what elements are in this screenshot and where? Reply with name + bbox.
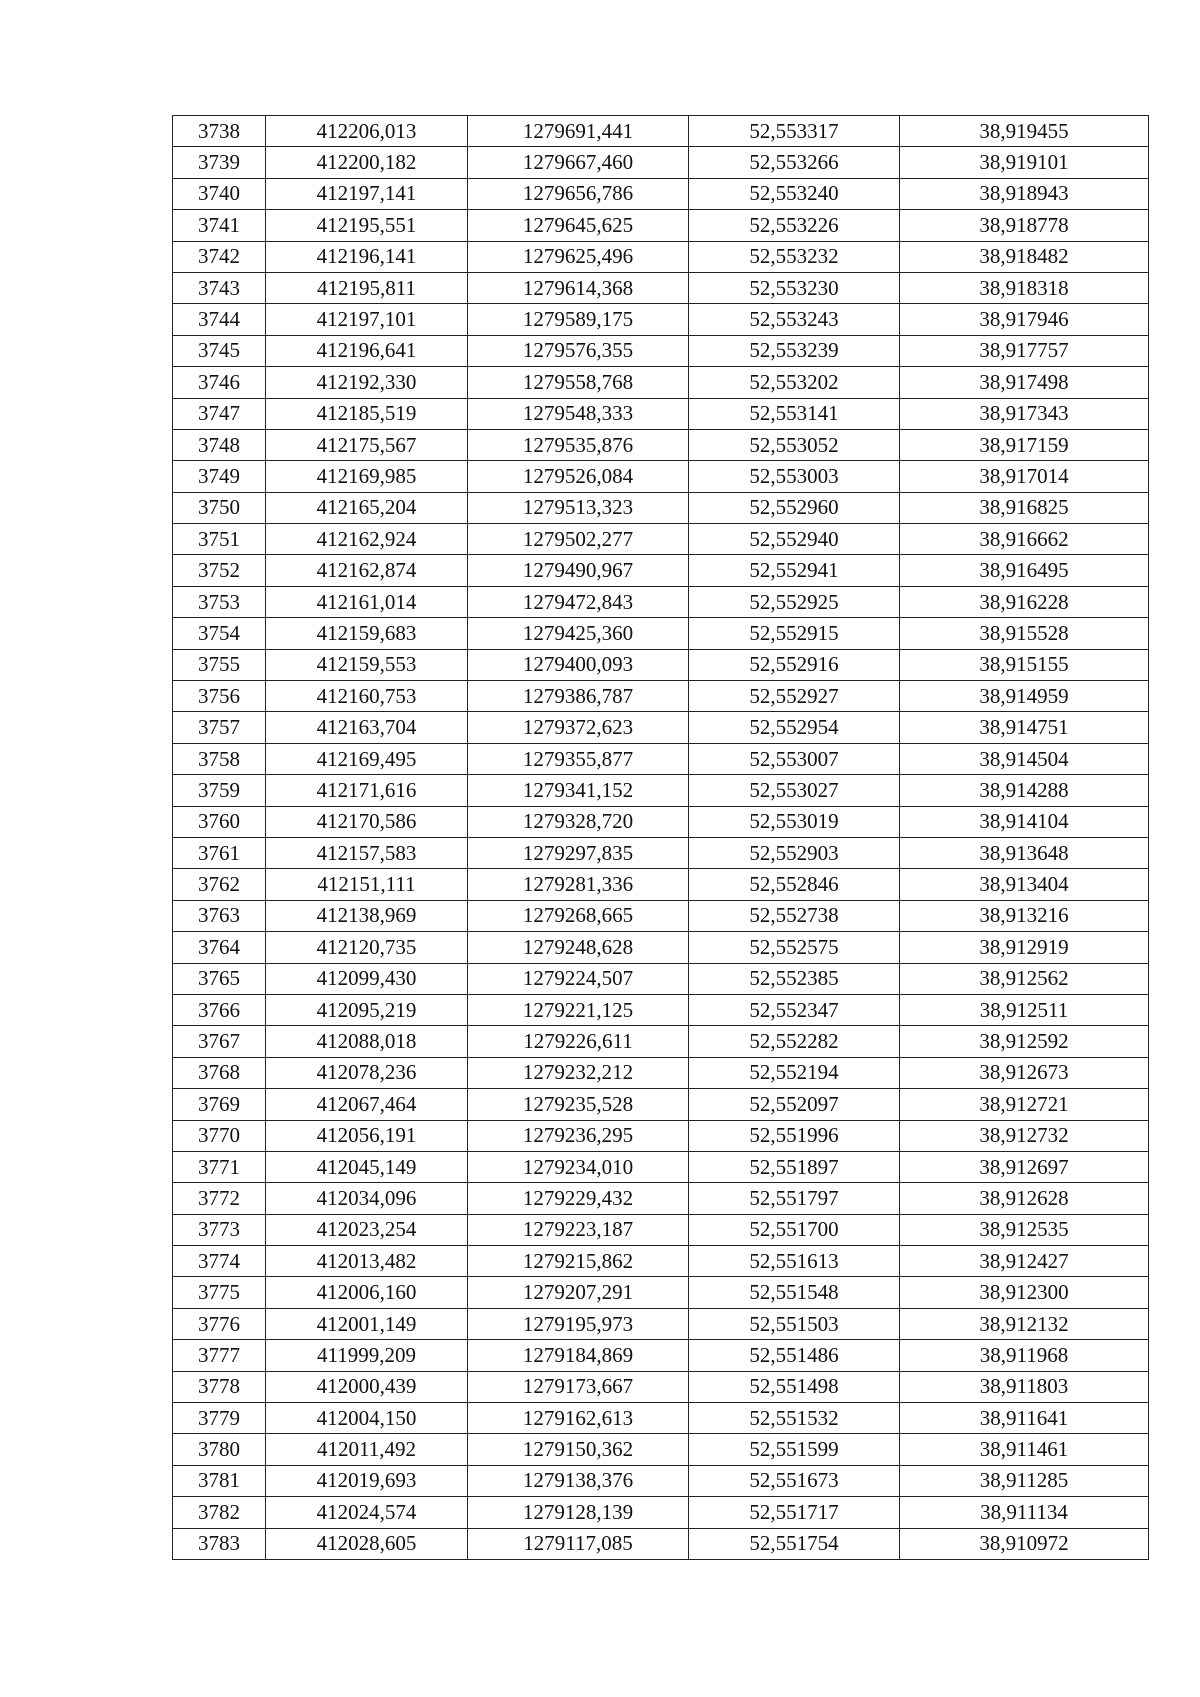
point-number-cell: 3779 [173,1403,266,1434]
y-coordinate-cell: 1279645,625 [468,210,689,241]
longitude-cell: 38,914959 [900,681,1149,712]
y-coordinate-cell: 1279297,835 [468,837,689,868]
longitude-cell: 38,912919 [900,932,1149,963]
longitude-cell: 38,913404 [900,869,1149,900]
point-number-cell: 3776 [173,1308,266,1339]
latitude-cell: 52,552575 [689,932,900,963]
longitude-cell: 38,911285 [900,1465,1149,1496]
point-number-cell: 3751 [173,524,266,555]
y-coordinate-cell: 1279236,295 [468,1120,689,1151]
longitude-cell: 38,912697 [900,1151,1149,1182]
point-number-cell: 3752 [173,555,266,586]
y-coordinate-cell: 1279589,175 [468,304,689,335]
table-row [173,147,1149,178]
x-coordinate-cell: 412001,149 [266,1308,468,1339]
table-row [173,1497,1149,1528]
point-number-cell: 3777 [173,1340,266,1371]
longitude-cell: 38,917498 [900,367,1149,398]
x-coordinate-cell: 412067,464 [266,1089,468,1120]
table-row [173,586,1149,617]
x-coordinate-cell: 412159,683 [266,618,468,649]
latitude-cell: 52,552927 [689,681,900,712]
point-number-cell: 3741 [173,210,266,241]
x-coordinate-cell: 412151,111 [266,869,468,900]
latitude-cell: 52,552903 [689,837,900,868]
point-number-cell: 3747 [173,398,266,429]
x-coordinate-cell: 412013,482 [266,1246,468,1277]
longitude-cell: 38,916228 [900,586,1149,617]
table-row [173,1434,1149,1465]
latitude-cell: 52,551754 [689,1528,900,1559]
x-coordinate-cell: 412162,874 [266,555,468,586]
point-number-cell: 3738 [173,116,266,147]
table-row [173,1183,1149,1214]
point-number-cell: 3775 [173,1277,266,1308]
latitude-cell: 52,551897 [689,1151,900,1182]
latitude-cell: 52,552916 [689,649,900,680]
x-coordinate-cell: 412138,969 [266,900,468,931]
x-coordinate-cell: 412161,014 [266,586,468,617]
longitude-cell: 38,910972 [900,1528,1149,1559]
latitude-cell: 52,551599 [689,1434,900,1465]
y-coordinate-cell: 1279224,507 [468,963,689,994]
y-coordinate-cell: 1279526,084 [468,461,689,492]
longitude-cell: 38,917343 [900,398,1149,429]
longitude-cell: 38,912721 [900,1089,1149,1120]
latitude-cell: 52,552385 [689,963,900,994]
point-number-cell: 3781 [173,1465,266,1496]
x-coordinate-cell: 412195,811 [266,272,468,303]
y-coordinate-cell: 1279472,843 [468,586,689,617]
table-row [173,1214,1149,1245]
y-coordinate-cell: 1279234,010 [468,1151,689,1182]
x-coordinate-cell: 412196,641 [266,335,468,366]
latitude-cell: 52,553226 [689,210,900,241]
x-coordinate-cell: 412162,924 [266,524,468,555]
longitude-cell: 38,912511 [900,994,1149,1025]
longitude-cell: 38,916662 [900,524,1149,555]
table-row [173,1465,1149,1496]
latitude-cell: 52,551503 [689,1308,900,1339]
y-coordinate-cell: 1279328,720 [468,806,689,837]
latitude-cell: 52,551700 [689,1214,900,1245]
y-coordinate-cell: 1279386,787 [468,681,689,712]
point-number-cell: 3778 [173,1371,266,1402]
longitude-cell: 38,914751 [900,712,1149,743]
longitude-cell: 38,918778 [900,210,1149,241]
table-row [173,869,1149,900]
x-coordinate-cell: 412197,141 [266,178,468,209]
longitude-cell: 38,915528 [900,618,1149,649]
latitude-cell: 52,552940 [689,524,900,555]
latitude-cell: 52,553052 [689,429,900,460]
table-row [173,1528,1149,1559]
latitude-cell: 52,552915 [689,618,900,649]
y-coordinate-cell: 1279223,187 [468,1214,689,1245]
longitude-cell: 38,911641 [900,1403,1149,1434]
x-coordinate-cell: 412157,583 [266,837,468,868]
latitude-cell: 52,551486 [689,1340,900,1371]
y-coordinate-cell: 1279184,869 [468,1340,689,1371]
x-coordinate-cell: 412045,149 [266,1151,468,1182]
latitude-cell: 52,551996 [689,1120,900,1151]
longitude-cell: 38,911134 [900,1497,1149,1528]
x-coordinate-cell: 412171,616 [266,775,468,806]
x-coordinate-cell: 412197,101 [266,304,468,335]
table-row [173,461,1149,492]
point-number-cell: 3760 [173,806,266,837]
x-coordinate-cell: 412200,182 [266,147,468,178]
point-number-cell: 3755 [173,649,266,680]
point-number-cell: 3764 [173,932,266,963]
y-coordinate-cell: 1279400,093 [468,649,689,680]
longitude-cell: 38,913648 [900,837,1149,868]
point-number-cell: 3769 [173,1089,266,1120]
table-row [173,304,1149,335]
latitude-cell: 52,551548 [689,1277,900,1308]
y-coordinate-cell: 1279614,368 [468,272,689,303]
y-coordinate-cell: 1279195,973 [468,1308,689,1339]
x-coordinate-cell: 412000,439 [266,1371,468,1402]
x-coordinate-cell: 412099,430 [266,963,468,994]
table-row [173,681,1149,712]
point-number-cell: 3782 [173,1497,266,1528]
x-coordinate-cell: 412011,492 [266,1434,468,1465]
longitude-cell: 38,918318 [900,272,1149,303]
point-number-cell: 3765 [173,963,266,994]
longitude-cell: 38,917159 [900,429,1149,460]
latitude-cell: 52,551717 [689,1497,900,1528]
y-coordinate-cell: 1279128,139 [468,1497,689,1528]
point-number-cell: 3759 [173,775,266,806]
point-number-cell: 3739 [173,147,266,178]
latitude-cell: 52,552925 [689,586,900,617]
x-coordinate-cell: 412088,018 [266,1026,468,1057]
x-coordinate-cell: 412196,141 [266,241,468,272]
latitude-cell: 52,551613 [689,1246,900,1277]
longitude-cell: 38,911803 [900,1371,1149,1402]
longitude-cell: 38,912300 [900,1277,1149,1308]
x-coordinate-cell: 412185,519 [266,398,468,429]
table-row [173,1371,1149,1402]
y-coordinate-cell: 1279425,360 [468,618,689,649]
latitude-cell: 52,553243 [689,304,900,335]
y-coordinate-cell: 1279150,362 [468,1434,689,1465]
latitude-cell: 52,553230 [689,272,900,303]
longitude-cell: 38,914504 [900,743,1149,774]
y-coordinate-cell: 1279490,967 [468,555,689,586]
y-coordinate-cell: 1279691,441 [468,116,689,147]
point-number-cell: 3743 [173,272,266,303]
x-coordinate-cell: 412004,150 [266,1403,468,1434]
latitude-cell: 52,553239 [689,335,900,366]
table-row [173,900,1149,931]
x-coordinate-cell: 412163,704 [266,712,468,743]
x-coordinate-cell: 411999,209 [266,1340,468,1371]
latitude-cell: 52,551673 [689,1465,900,1496]
y-coordinate-cell: 1279207,291 [468,1277,689,1308]
x-coordinate-cell: 412206,013 [266,116,468,147]
latitude-cell: 52,553240 [689,178,900,209]
y-coordinate-cell: 1279248,628 [468,932,689,963]
latitude-cell: 52,552097 [689,1089,900,1120]
longitude-cell: 38,918482 [900,241,1149,272]
x-coordinate-cell: 412034,096 [266,1183,468,1214]
longitude-cell: 38,914104 [900,806,1149,837]
x-coordinate-cell: 412024,574 [266,1497,468,1528]
table-row [173,649,1149,680]
y-coordinate-cell: 1279656,786 [468,178,689,209]
table-row [173,1277,1149,1308]
point-number-cell: 3767 [173,1026,266,1057]
x-coordinate-cell: 412023,254 [266,1214,468,1245]
point-number-cell: 3758 [173,743,266,774]
point-number-cell: 3754 [173,618,266,649]
y-coordinate-cell: 1279625,496 [468,241,689,272]
x-coordinate-cell: 412056,191 [266,1120,468,1151]
table-row [173,1057,1149,1088]
table-row [173,712,1149,743]
point-number-cell: 3757 [173,712,266,743]
longitude-cell: 38,917946 [900,304,1149,335]
point-number-cell: 3773 [173,1214,266,1245]
longitude-cell: 38,912562 [900,963,1149,994]
point-number-cell: 3780 [173,1434,266,1465]
x-coordinate-cell: 412078,236 [266,1057,468,1088]
table-row [173,1026,1149,1057]
x-coordinate-cell: 412170,586 [266,806,468,837]
y-coordinate-cell: 1279576,355 [468,335,689,366]
longitude-cell: 38,912535 [900,1214,1149,1245]
point-number-cell: 3744 [173,304,266,335]
point-number-cell: 3774 [173,1246,266,1277]
longitude-cell: 38,912628 [900,1183,1149,1214]
y-coordinate-cell: 1279355,877 [468,743,689,774]
y-coordinate-cell: 1279229,432 [468,1183,689,1214]
point-number-cell: 3740 [173,178,266,209]
x-coordinate-cell: 412160,753 [266,681,468,712]
latitude-cell: 52,551797 [689,1183,900,1214]
x-coordinate-cell: 412019,693 [266,1465,468,1496]
longitude-cell: 38,918943 [900,178,1149,209]
point-number-cell: 3763 [173,900,266,931]
table-row [173,1340,1149,1371]
longitude-cell: 38,916825 [900,492,1149,523]
table-row [173,555,1149,586]
table-row [173,1403,1149,1434]
x-coordinate-cell: 412028,605 [266,1528,468,1559]
x-coordinate-cell: 412006,160 [266,1277,468,1308]
point-number-cell: 3761 [173,837,266,868]
table-row [173,1246,1149,1277]
y-coordinate-cell: 1279281,336 [468,869,689,900]
table-row [173,210,1149,241]
table-row [173,367,1149,398]
x-coordinate-cell: 412159,553 [266,649,468,680]
point-number-cell: 3771 [173,1151,266,1182]
table-row [173,116,1149,147]
y-coordinate-cell: 1279268,665 [468,900,689,931]
point-number-cell: 3772 [173,1183,266,1214]
coordinates-table-body [173,116,1149,1560]
latitude-cell: 52,553019 [689,806,900,837]
y-coordinate-cell: 1279558,768 [468,367,689,398]
x-coordinate-cell: 412095,219 [266,994,468,1025]
latitude-cell: 52,553027 [689,775,900,806]
point-number-cell: 3749 [173,461,266,492]
longitude-cell: 38,913216 [900,900,1149,931]
x-coordinate-cell: 412195,551 [266,210,468,241]
table-row [173,1089,1149,1120]
table-row [173,335,1149,366]
longitude-cell: 38,917757 [900,335,1149,366]
table-row [173,775,1149,806]
table-row [173,1120,1149,1151]
longitude-cell: 38,912732 [900,1120,1149,1151]
table-row [173,618,1149,649]
point-number-cell: 3768 [173,1057,266,1088]
table-row [173,1308,1149,1339]
longitude-cell: 38,914288 [900,775,1149,806]
longitude-cell: 38,912673 [900,1057,1149,1088]
longitude-cell: 38,919101 [900,147,1149,178]
y-coordinate-cell: 1279232,212 [468,1057,689,1088]
table-row [173,932,1149,963]
y-coordinate-cell: 1279117,085 [468,1528,689,1559]
latitude-cell: 52,553141 [689,398,900,429]
point-number-cell: 3742 [173,241,266,272]
point-number-cell: 3766 [173,994,266,1025]
latitude-cell: 52,551532 [689,1403,900,1434]
x-coordinate-cell: 412192,330 [266,367,468,398]
longitude-cell: 38,912132 [900,1308,1149,1339]
longitude-cell: 38,911461 [900,1434,1149,1465]
y-coordinate-cell: 1279173,667 [468,1371,689,1402]
y-coordinate-cell: 1279138,376 [468,1465,689,1496]
point-number-cell: 3783 [173,1528,266,1559]
x-coordinate-cell: 412120,735 [266,932,468,963]
longitude-cell: 38,916495 [900,555,1149,586]
y-coordinate-cell: 1279215,862 [468,1246,689,1277]
y-coordinate-cell: 1279667,460 [468,147,689,178]
latitude-cell: 52,552194 [689,1057,900,1088]
table-row [173,743,1149,774]
table-row [173,398,1149,429]
point-number-cell: 3756 [173,681,266,712]
y-coordinate-cell: 1279235,528 [468,1089,689,1120]
longitude-cell: 38,912427 [900,1246,1149,1277]
point-number-cell: 3750 [173,492,266,523]
y-coordinate-cell: 1279221,125 [468,994,689,1025]
latitude-cell: 52,551498 [689,1371,900,1402]
x-coordinate-cell: 412165,204 [266,492,468,523]
table-row [173,806,1149,837]
y-coordinate-cell: 1279535,876 [468,429,689,460]
latitude-cell: 52,553266 [689,147,900,178]
point-number-cell: 3746 [173,367,266,398]
coordinates-table [172,115,1149,1560]
longitude-cell: 38,911968 [900,1340,1149,1371]
point-number-cell: 3745 [173,335,266,366]
latitude-cell: 52,552347 [689,994,900,1025]
latitude-cell: 52,553003 [689,461,900,492]
latitude-cell: 52,552954 [689,712,900,743]
y-coordinate-cell: 1279548,333 [468,398,689,429]
longitude-cell: 38,919455 [900,116,1149,147]
y-coordinate-cell: 1279341,152 [468,775,689,806]
table-row [173,994,1149,1025]
y-coordinate-cell: 1279513,323 [468,492,689,523]
table-row [173,178,1149,209]
latitude-cell: 52,553202 [689,367,900,398]
x-coordinate-cell: 412175,567 [266,429,468,460]
latitude-cell: 52,552941 [689,555,900,586]
latitude-cell: 52,552846 [689,869,900,900]
longitude-cell: 38,917014 [900,461,1149,492]
latitude-cell: 52,553317 [689,116,900,147]
table-row [173,272,1149,303]
table-row [173,241,1149,272]
table-row [173,837,1149,868]
latitude-cell: 52,553007 [689,743,900,774]
y-coordinate-cell: 1279372,623 [468,712,689,743]
table-row [173,963,1149,994]
latitude-cell: 52,552960 [689,492,900,523]
longitude-cell: 38,915155 [900,649,1149,680]
y-coordinate-cell: 1279502,277 [468,524,689,555]
latitude-cell: 52,553232 [689,241,900,272]
x-coordinate-cell: 412169,985 [266,461,468,492]
x-coordinate-cell: 412169,495 [266,743,468,774]
table-row [173,524,1149,555]
point-number-cell: 3770 [173,1120,266,1151]
table-row [173,429,1149,460]
latitude-cell: 52,552738 [689,900,900,931]
longitude-cell: 38,912592 [900,1026,1149,1057]
point-number-cell: 3762 [173,869,266,900]
y-coordinate-cell: 1279226,611 [468,1026,689,1057]
y-coordinate-cell: 1279162,613 [468,1403,689,1434]
point-number-cell: 3748 [173,429,266,460]
latitude-cell: 52,552282 [689,1026,900,1057]
table-row [173,1151,1149,1182]
table-row [173,492,1149,523]
point-number-cell: 3753 [173,586,266,617]
